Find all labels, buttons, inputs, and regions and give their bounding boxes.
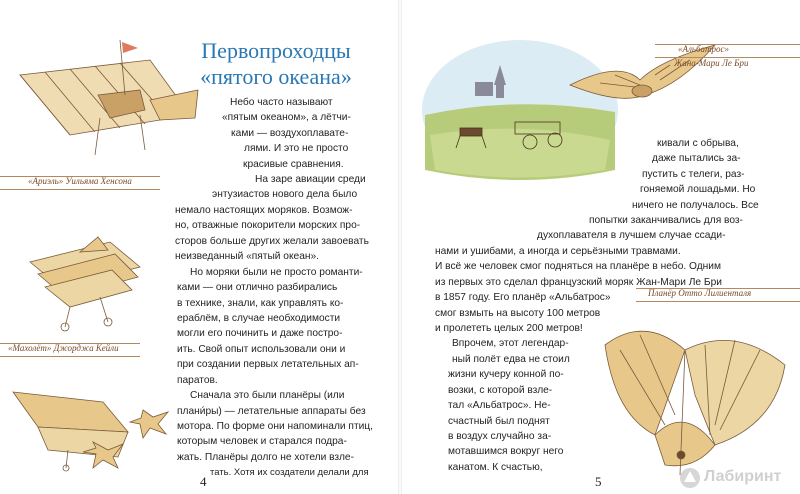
text-line: Впрочем, этот легендар- (452, 338, 569, 349)
text-line: плани́ры) — летательные аппараты без (177, 406, 366, 417)
caption-ariel: «Ариэль» Уильяма Хенсона (28, 176, 132, 186)
text-line: кивали с обрыва, (657, 138, 739, 149)
caption-lilienthal: Планёр Отто Лилиенталя (648, 288, 752, 298)
text-line: Сначала это были планёры (или (190, 390, 345, 401)
page-number-left: 4 (200, 474, 207, 489)
text-line: в технике, знали, как управлять ко- (177, 298, 344, 309)
text-line: На заре авиации среди (255, 174, 366, 185)
text-line: нами и ушибами, а иногда и серьёзными травмами. (435, 246, 681, 257)
text-line: счастный был поднят (448, 416, 550, 427)
text-line: Небо часто называют (230, 97, 333, 108)
labirint-logo-icon (678, 466, 702, 490)
text-line: ками — они отлично разбирались (177, 282, 338, 293)
text-line: духоплавателя в лучшем случае ссади- (537, 230, 726, 241)
text-line: могли его починить и даже постро- (177, 328, 343, 339)
text-line: в воздух случайно за- (448, 431, 552, 442)
text-line: канатом. К счастью, (448, 462, 543, 473)
lilienthal-glider-illustration (585, 305, 795, 480)
text-line: гоняемой лошадьми. Но (640, 184, 756, 195)
text-line: в 1857 году. Его планёр «Альбатрос» (435, 292, 611, 303)
text-line: красивые сравнения. (243, 159, 344, 170)
labirint-watermark-logo (678, 466, 798, 490)
text-line: тал «Альбатрос». Не- (448, 400, 551, 411)
text-line: тать. Хотя их создатели делали для (210, 467, 369, 478)
caption-cayley: «Махолёт» Джорджа Кейли (8, 343, 119, 353)
bird-glider-illustration (8, 372, 178, 472)
text-line: сторов больше других желали завоевать (175, 236, 369, 247)
text-line: энтузиастов нового дела было (212, 189, 358, 200)
text-line: немало настоящих моряков. Возмож- (175, 205, 353, 216)
watermark-text: Лабиринт (704, 468, 782, 485)
text-line: мотора. По форме они напоминали птиц, (177, 421, 373, 432)
albatros-glider-illustration (560, 25, 720, 135)
caption-albatros-line1: «Альбатрос» (678, 44, 730, 54)
text-line: из первых это сделал французский моряк Жан-Мари Ле Бри (435, 277, 722, 288)
page-number-right: 5 (595, 474, 602, 489)
text-line: но, отважные покорители морских про- (175, 220, 361, 231)
text-line: пустить с телеги, раз- (642, 169, 745, 180)
text-line: ить. Свой опыт использовали они и (177, 344, 346, 355)
text-line: жизни кучеру конной по- (448, 369, 564, 380)
text-line: которым человек и старался подра- (177, 436, 347, 447)
text-line: ничего не получалось. Все (632, 200, 759, 211)
text-line: и пролететь целых 200 метров! (435, 323, 583, 334)
text-line: ераблём, в случае необходимости (177, 313, 341, 324)
text-line: «пятым океаном», а лётчи- (222, 112, 351, 123)
caption-albatros-line2: Жана-Мари Ле Бри (674, 58, 749, 68)
text-line: Но моряки были не просто романти- (190, 267, 363, 278)
page-title (196, 38, 356, 90)
text-line: лями. И это не просто (244, 143, 349, 154)
text-line: неизведанный «пятый океан». (175, 251, 319, 262)
text-line: ный полёт едва не стоил (452, 354, 570, 365)
right-page (400, 0, 800, 494)
text-line: жать. Планёры долго не хотели взле- (177, 452, 354, 463)
text-line: мотавшимся вокруг него (448, 446, 564, 457)
title-line-2: «пятого океана» (200, 64, 352, 89)
ariel-aircraft-illustration (0, 20, 200, 165)
cayley-glider-illustration (20, 232, 150, 332)
title-line-1: Первопроходцы (201, 38, 351, 63)
text-line: паратов. (177, 375, 218, 386)
text-line: при создании первых летательных ап- (177, 359, 359, 370)
text-line: попытки заканчивались для воз- (589, 215, 743, 226)
text-line: возки, с которой взле- (448, 385, 553, 396)
text-line: смог взмыть на высоту 100 метров (435, 308, 601, 319)
text-line: И всё же человек смог подняться на планёре в небо. Одним (435, 261, 721, 272)
text-line: даже пытались за- (652, 153, 741, 164)
text-line: ками — воздухоплавате- (231, 128, 349, 139)
